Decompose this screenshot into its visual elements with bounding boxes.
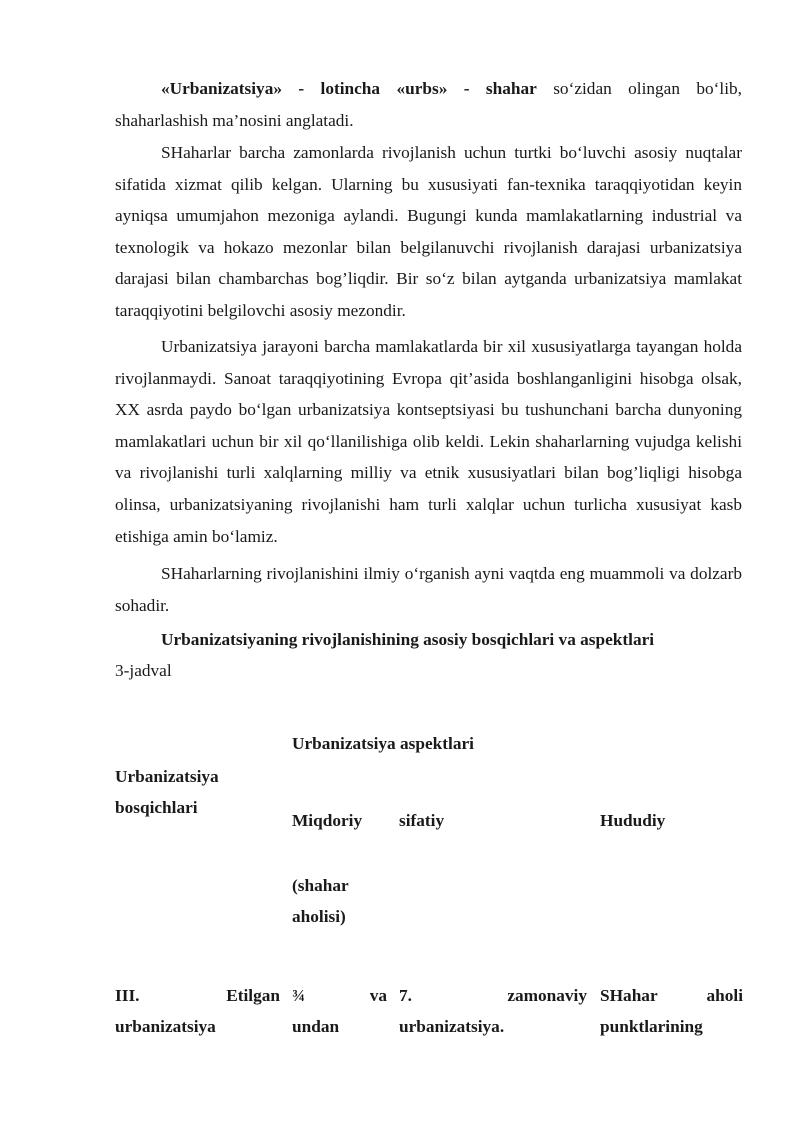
table-row1-quant-fraction: ¾ (292, 986, 305, 1005)
table-row1-qual-line1 (399, 980, 587, 1012)
table-row1-stage-line1 (115, 980, 280, 1012)
table-col-quantitative: Miqdoriy (292, 811, 363, 830)
paragraph-urbanization-process: Urbanizatsiya jarayoni barcha mamlakatlarda bir xil xususiyatlarga tayangan holda rivojlanmaydi. Sanoat taraqqiyotining Evropa qit’asida boshlanganligini hisobga olsak, XX asrda paydo bo‘lgan urbanizatsiya kontseptsiyasi bu tushunchani barcha dunyoning mamlakatlari uchun bir xil qo‘llanilishiga olib keldi. Lekin shaharlarning vujudga kelishi va rivojlanishi turli xalqlarning milliy va etnik xususiyatlari bilan bog’liqligi hisobga olinsa, urbanizatsiyaning rivojlanishi ham turli xalqlar uchun turlicha xususiyat kasb etishiga amin bo‘lamiz. (115, 337, 742, 546)
table-row1-quant-conj: va (369, 986, 387, 1005)
table-row1-terr-line2: punktlarining (600, 1017, 703, 1036)
table-col-qualitative: sifatiy (399, 811, 445, 830)
table-row1-stage-line2: urbanizatsiya (115, 1017, 216, 1036)
paragraph-scientific-study: SHaharlarning rivojlanishini ilmiy o‘rganish ayni vaqtda eng muammoli va dolzarb sohadir. (115, 564, 742, 615)
table-col-territorial: Hududiy (600, 811, 666, 830)
table-col-quantitative-sub2: aholisi) (292, 907, 346, 926)
table-row1-terr-word1: SHahar (600, 986, 658, 1005)
table-col-quantitative-sub1: (shahar (292, 876, 349, 895)
table-row1-qual-word: zamonaviy (507, 986, 587, 1005)
definition-bold-lead: «Urbanizatsiya» - lotincha «urbs» - shahar (161, 79, 537, 98)
table-header-stages-line2: bosqichlari (115, 798, 198, 817)
table-number: 3-jadval (115, 661, 172, 680)
table-row1-qual-line2: urbanizatsiya. (399, 1017, 505, 1036)
table-row1-terr-line1 (600, 980, 743, 1012)
paragraph-definition (115, 73, 742, 136)
table-row1-stage-number: III. (115, 986, 140, 1005)
table-caption-title: Urbanizatsiyaning rivojlanishining asosiy bosqichlari va aspektlari (161, 630, 655, 649)
table-row1-terr-word2: aholi (706, 986, 743, 1005)
table-header-aspects: Urbanizatsiya aspektlari (292, 734, 474, 753)
table-row1-qual-number: 7. (399, 986, 412, 1005)
paragraph-cities-importance: SHaharlar barcha zamonlarda rivojlanish uchun turtki bo‘luvchi asosiy nuqtalar sifatida xizmat qilib kelgan. Ularning bu xususiyati fan-texnika taraqqiyotidan keyin ayniqsa umumjahon mezoniga aylandi. Bugungi kunda mamlakatlarning industrial va texnologik va hokazo mezonlar bilan belgilanuvchi rivojlanish darajasi urbanizatsiya darajasi bilan chambarchas bog’liqdir. Bir so‘z bilan aytganda urbanizatsiya mamlakat taraqqiyotini belgilovchi asosiy mezondir. (115, 143, 742, 320)
table-row1-quant-line1 (292, 980, 387, 1012)
definition-rest: so‘zidan olingan bo‘lib, shaharlashish ma’nosini anglatadi. (115, 79, 742, 130)
table-row1-stage-word: Etilgan (226, 986, 280, 1005)
table-row1-quant-line2: undan (292, 1017, 340, 1036)
table-header-stages-line1: Urbanizatsiya (115, 767, 219, 786)
